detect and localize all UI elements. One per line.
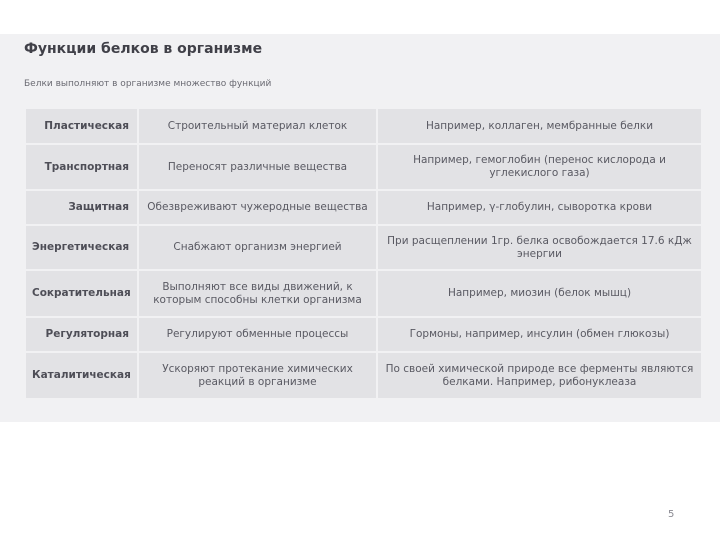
function-description-cell: Переносят различные вещества: [139, 145, 376, 189]
table-row: [26, 226, 701, 269]
function-description-cell: Строительный материал клеток: [139, 109, 376, 143]
table-row: [26, 353, 701, 398]
function-name-cell: Энергетическая: [26, 226, 137, 269]
function-example-cell: Например, миозин (белок мышц): [378, 271, 701, 316]
function-example-cell: По своей химической природе все ферменты являются белками. Например, рибонуклеаза: [378, 353, 701, 398]
function-description-cell: Снабжают организм энергией: [139, 226, 376, 269]
function-name-cell: Пластическая: [26, 109, 137, 143]
function-example-cell: Например, γ-глобулин, сыворотка крови: [378, 191, 701, 224]
table-row: [26, 145, 701, 189]
function-example-cell: Гормоны, например, инсулин (обмен глюкозы): [378, 318, 701, 351]
function-name-cell: Защитная: [26, 191, 137, 224]
table-row: [26, 109, 701, 143]
function-description-cell: Выполняют все виды движений, к которым способны клетки организма: [139, 271, 376, 316]
function-description-cell: Ускоряют протекание химических реакций в организме: [139, 353, 376, 398]
function-example-cell: При расщеплении 1гр. белка освобождается 17.6 кДж энергии: [378, 226, 701, 269]
function-example-cell: Например, гемоглобин (перенос кислорода и углекислого газа): [378, 145, 701, 189]
table-row: [26, 271, 701, 316]
function-name-cell: Сократительная: [26, 271, 137, 316]
protein-functions-table: [24, 107, 703, 400]
table-row: [26, 191, 701, 224]
function-description-cell: Обезвреживают чужеродные вещества: [139, 191, 376, 224]
table-row: [26, 318, 701, 351]
slide-title: Функции белков в организме: [24, 41, 263, 57]
function-name-cell: Регуляторная: [26, 318, 137, 351]
slide-subtitle: Белки выполняют в организме множество функций: [24, 79, 272, 89]
page-number: 5: [668, 509, 675, 520]
function-name-cell: Каталитическая: [26, 353, 137, 398]
function-name-cell: Транспортная: [26, 145, 137, 189]
function-description-cell: Регулируют обменные процессы: [139, 318, 376, 351]
function-example-cell: Например, коллаген, мембранные белки: [378, 109, 701, 143]
